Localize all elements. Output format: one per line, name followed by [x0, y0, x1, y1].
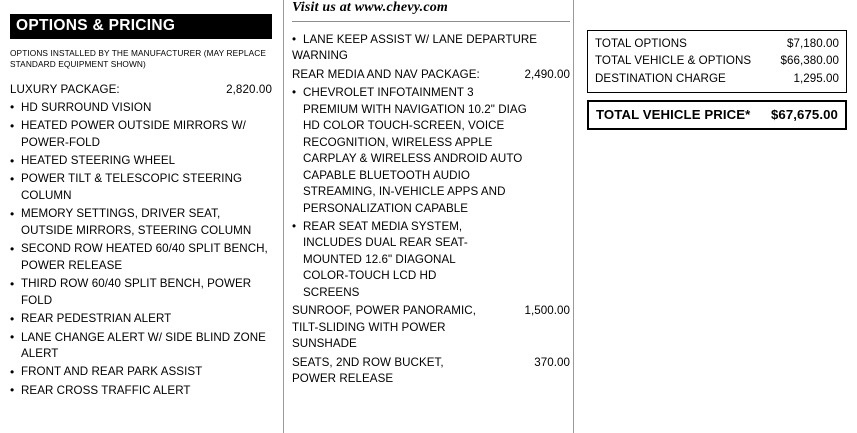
options-and-pricing-column — [10, 14, 272, 433]
item-text: CHEVROLET INFOTAINMENT 3 PREMIUM WITH NAVIGATION 10.2" DIAG HD COLOR TOUCH-SCREEN, VOICE RECOGNITION, WIRELESS APPLE CARPLAY & WIRELESS ANDROID AUTO CAPABLE BLUETOOTH AUDIO STREAMING, IN-VEHICLE APPS AND PERSONALIZATION CAPABLE — [303, 86, 527, 215]
list-item: • LANE KEEP ASSIST W/ LANE DEPARTURE WARNING — [292, 33, 538, 63]
list-item: • HD SURROUND VISION — [10, 100, 272, 116]
total-options-amount: $7,180.00 — [786, 37, 839, 50]
table-row — [595, 52, 839, 69]
total-vehicle-price-amount: $67,675.00 — [770, 107, 838, 123]
visit-website-text: Visit us at www.chevy.com — [292, 0, 449, 15]
destination-charge-amount: 1,295.00 — [793, 71, 839, 85]
list-item: • THIRD ROW 60/40 SPLIT BENCH, POWER FOLD — [10, 276, 272, 309]
middle-column-rule — [292, 21, 570, 22]
table-row — [595, 35, 839, 52]
list-item — [292, 67, 570, 83]
table-row — [595, 70, 839, 87]
list-item: • HEATED POWER OUTSIDE MIRRORS W/ POWER-FOLD — [10, 118, 272, 151]
luxury-package-row — [10, 83, 272, 96]
list-item — [292, 355, 570, 388]
list-item: • POWER TILT & TELESCOPIC STEERING COLUMN — [10, 171, 272, 204]
list-item: • MEMORY SETTINGS, DRIVER SEAT, OUTSIDE MIRRORS, STEERING COLUMN — [10, 206, 272, 239]
totals-box — [587, 30, 847, 93]
list-item: • HEATED STEERING WHEEL — [10, 153, 272, 169]
destination-charge-label: DESTINATION CHARGE — [595, 71, 726, 85]
item-text: LANE KEEP ASSIST W/ LANE DEPARTURE WARNING — [292, 33, 538, 63]
table-row — [596, 107, 838, 122]
item-amount: 1,500.00 — [524, 304, 570, 318]
list-item — [292, 303, 570, 352]
list-item: • CHEVROLET INFOTAINMENT 3 PREMIUM WITH NAVIGATION 10.2" DIAG HD COLOR TOUCH-SCREEN, VOICE RECOGNITION, WIRELESS APPLE CARPLAY & WIRELESS ANDROID AUTO CAPABLE BLUETOOTH AUDIO STREAMING, IN-VEHICLE APPS AND PERSONALIZATION CAPABLE — [292, 85, 570, 217]
total-vehicle-options-amount: $66,380.00 — [780, 54, 839, 68]
list-item: • REAR PEDESTRIAN ALERT — [10, 311, 272, 327]
column-divider-left — [283, 0, 284, 433]
luxury-package-label: LUXURY PACKAGE: — [10, 82, 120, 96]
item-text: SEATS, 2ND ROW BUCKET, POWER RELEASE — [292, 355, 444, 386]
column-divider-right — [573, 0, 574, 433]
manufacturer-disclaimer: OPTIONS INSTALLED BY THE MANUFACTURER (MAY REPLACE STANDARD EQUIPMENT SHOWN) — [10, 48, 266, 70]
item-text: SUNROOF, POWER PANORAMIC, TILT-SLIDING WITH POWER SUNSHADE — [292, 304, 476, 351]
total-vehicle-options-label: TOTAL VEHICLE & OPTIONS — [595, 54, 752, 68]
list-item: • FRONT AND REAR PARK ASSIST — [10, 364, 272, 380]
item-amount: 370.00 — [534, 355, 570, 369]
totals-column — [587, 30, 847, 130]
list-item: • SECOND ROW HEATED 60/40 SPLIT BENCH, POWER RELEASE — [10, 241, 272, 274]
list-item: • LANE CHANGE ALERT W/ SIDE BLIND ZONE ALERT — [10, 330, 272, 363]
list-item: • REAR SEAT MEDIA SYSTEM, INCLUDES DUAL REAR SEAT-MOUNTED 12.6" DIAGONAL COLOR-TOUCH LCD HD SCREENS — [292, 219, 570, 301]
total-vehicle-price-box — [587, 100, 847, 130]
total-options-label: TOTAL OPTIONS — [595, 37, 687, 50]
luxury-package-price: 2,820.00 — [226, 82, 272, 96]
options-continued-column — [292, 0, 570, 433]
item-amount: 2,490.00 — [524, 67, 570, 81]
list-item: • REAR CROSS TRAFFIC ALERT — [10, 383, 272, 399]
section-banner-options-pricing: OPTIONS & PRICING — [10, 14, 272, 39]
luxury-package-feature-list — [10, 100, 272, 400]
total-vehicle-price-label: TOTAL VEHICLE PRICE* — [596, 107, 751, 123]
item-text: REAR SEAT MEDIA SYSTEM, INCLUDES DUAL REAR SEAT-MOUNTED 12.6" DIAGONAL COLOR-TOUCH LCD HD SCREENS — [303, 219, 468, 299]
item-text: REAR MEDIA AND NAV PACKAGE: — [292, 67, 480, 81]
